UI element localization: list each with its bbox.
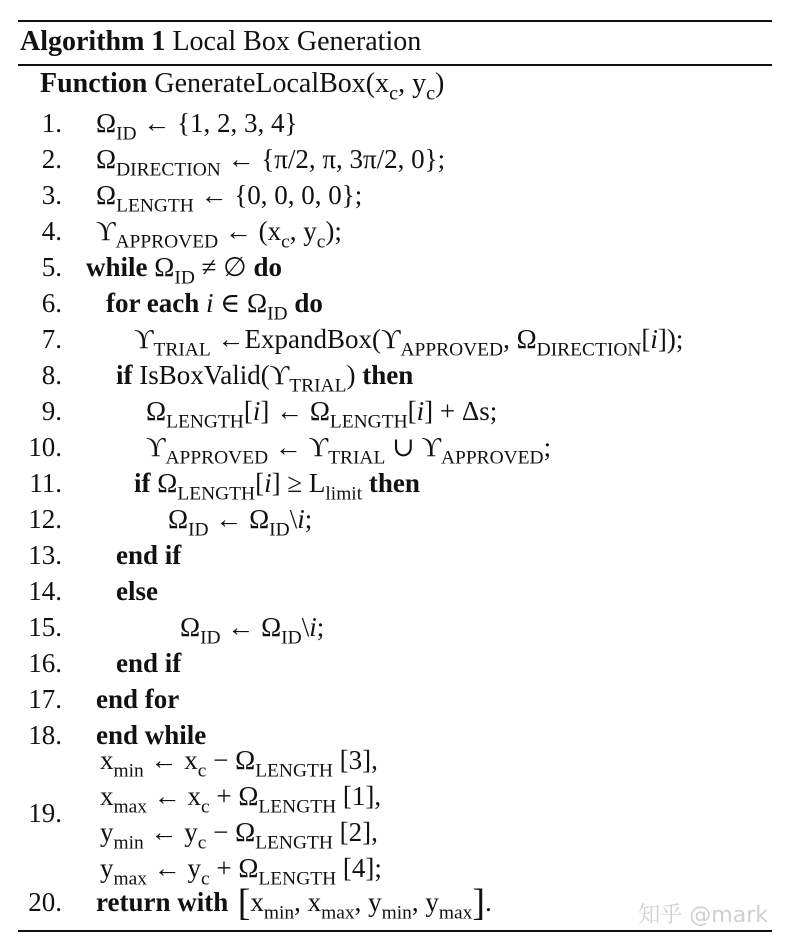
algo-line-3: $\Omega_{LENGTH}$ ← {0, 0, 0, 0};	[96, 180, 363, 217]
line-number: 13.	[28, 540, 62, 570]
algo-line-7: $ϒ_{TRIAL}$ $\leftarrow ExpandBox(ϒ_{APPROVED}$, $\Omega_{DIRECTION}[i]$);	[134, 324, 684, 361]
algo-line-2: $\Omega_{DIRECTION}$ ← {π/2, π, 3π/2, 0};	[96, 144, 446, 181]
algo-line-19d: $y_{max}$ ← $y_c + \Omega_{LENGTH}$ [4];	[100, 853, 382, 890]
line-number: 19.	[28, 798, 62, 828]
algo-line-13: end if	[116, 540, 182, 570]
algo-line-5: while $\Omega_{ID}$ ≠ ∅ do	[86, 252, 282, 289]
line-number: 18.	[28, 720, 62, 750]
line-number: 1.	[41, 108, 62, 138]
algo-line-9: $\Omega_{LENGTH}[i]$ ← $\Omega_{LENGTH}[i] + \Delta s$;	[146, 396, 498, 433]
algo-line-6: for each i ∈ $\Omega_{ID}$ do	[106, 288, 323, 325]
algo-line-19b: $x_{max}$ ← $x_c + \Omega_{LENGTH}$ [1],	[100, 781, 382, 818]
line-number: 9.	[41, 396, 62, 426]
line-number: 14.	[28, 576, 62, 606]
algo-line-12: $\Omega_{ID}$ ← $\Omega_{ID}\backslash i$;	[168, 504, 313, 541]
line-number: 17.	[28, 684, 62, 714]
line-number: 20.	[28, 887, 62, 917]
watermark: 知乎 @mark	[638, 903, 768, 928]
line-number: 4.	[41, 216, 62, 246]
algo-line-16: end if	[116, 648, 182, 678]
function-signature: Function $GenerateLocalBox(x_c$, $y_c$)	[40, 68, 445, 105]
algo-line-20: return with [$x_{min}$, $x_{max}$, $y_{min}$, $y_{max}$].	[96, 882, 492, 924]
line-number: 15.	[28, 612, 62, 642]
line-number: 3.	[41, 180, 62, 210]
algorithm-title: Algorithm 1 Local Box Generation	[20, 26, 422, 57]
top-rule	[18, 20, 772, 22]
line-number: 11.	[29, 468, 62, 498]
algo-line-19a: $x_{min}$ ← $x_c - \Omega_{LENGTH}$ [3],	[100, 745, 378, 782]
algo-line-1: $\Omega_{ID}$ ← {1, 2, 3, 4}	[96, 108, 298, 145]
algo-line-10: $ϒ_{APPROVED}$ ← $ϒ_{TRIAL}$ ∪ $ϒ_{APPROVED}$;	[146, 432, 552, 469]
line-number: 10.	[28, 432, 62, 462]
algo-line-8: if $IsBoxValid(ϒ_{TRIAL})$ then	[116, 360, 414, 397]
bottom-rule	[18, 930, 772, 932]
algo-line-4: $ϒ_{APPROVED}$ ← ($x_c$, $y_c$);	[96, 216, 342, 253]
line-number: 16.	[28, 648, 62, 678]
line-number: 6.	[41, 288, 62, 318]
algo-line-11: if $\Omega_{LENGTH}[i] \ge L_{limit}$ then	[134, 468, 420, 505]
title-rule	[18, 64, 772, 66]
algo-line-18: end while	[96, 720, 207, 750]
line-number: 7.	[41, 324, 62, 354]
line-number: 8.	[41, 360, 62, 390]
line-number: 2.	[41, 144, 62, 174]
line-number: 12.	[28, 504, 62, 534]
line-number: 5.	[41, 252, 62, 282]
algo-line-17: end for	[96, 684, 180, 714]
algo-line-15: $\Omega_{ID}$ ← $\Omega_{ID}\backslash i$;	[180, 612, 325, 649]
algo-line-14: else	[116, 576, 158, 606]
algo-line-19c: $y_{min}$ ← $y_c - \Omega_{LENGTH}$ [2],	[100, 817, 378, 854]
